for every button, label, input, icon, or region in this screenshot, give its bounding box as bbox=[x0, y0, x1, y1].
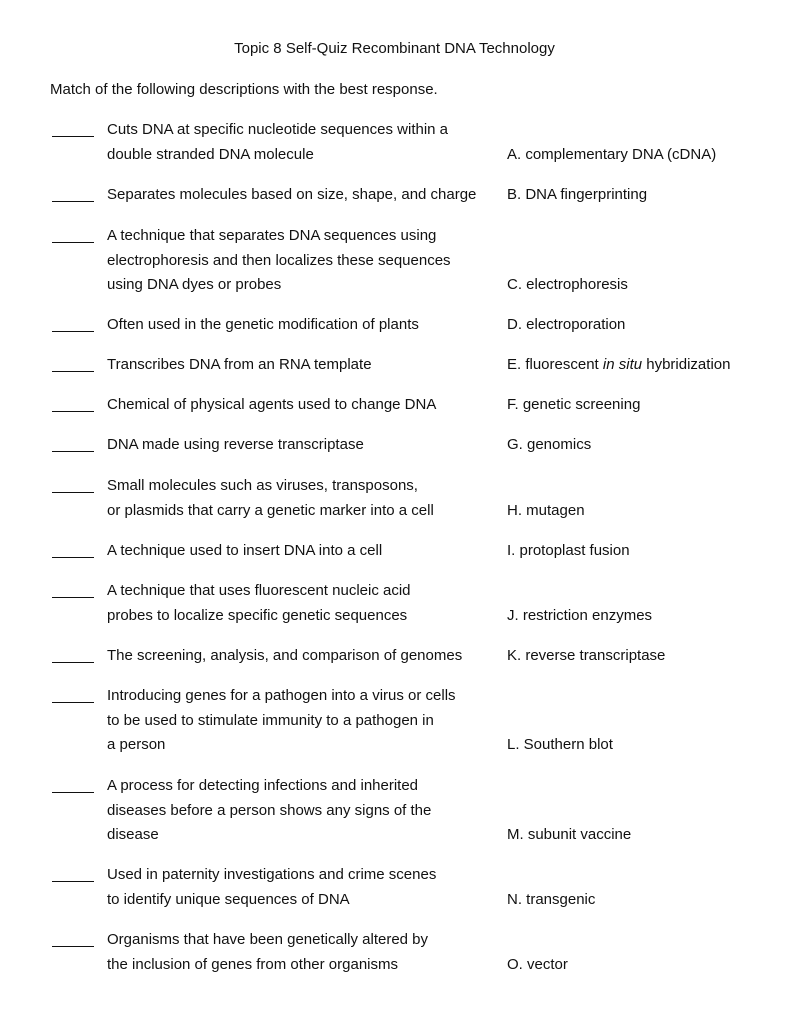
description-text: A technique that separates DNA sequences using electrophoresis and then localizes these sequences using DNA dyes or probes bbox=[107, 227, 451, 293]
answer-blank[interactable] bbox=[52, 881, 94, 882]
description-text: DNA made using reverse transcriptase bbox=[107, 436, 364, 453]
answer-option: H. mutagen bbox=[507, 501, 585, 519]
description-text: The screening, analysis, and comparison of genomes bbox=[107, 647, 463, 664]
answer-blank[interactable] bbox=[52, 331, 94, 332]
answer-option: J. restriction enzymes bbox=[507, 606, 653, 624]
description-text: Introducing genes for a pathogen into a virus or cells to be used to stimulate immunity to a pathogen in a person bbox=[107, 687, 456, 753]
answer-blank[interactable] bbox=[52, 136, 94, 137]
description-text: Small molecules such as viruses, transposons, or plasmids that carry a genetic marker into a cell bbox=[107, 477, 434, 519]
answer-option: D. electroporation bbox=[507, 316, 626, 333]
description-text: Chemical of physical agents used to change DNA bbox=[107, 396, 437, 413]
answer-blank[interactable] bbox=[52, 242, 94, 243]
description-text: Separates molecules based on size, shape, and charge bbox=[107, 186, 477, 203]
page-title: Topic 8 Self-Quiz Recombinant DNA Technology bbox=[234, 40, 555, 57]
answer-option: G. genomics bbox=[507, 436, 592, 453]
answer-option bbox=[507, 353, 777, 378]
answer-blank[interactable] bbox=[52, 557, 94, 558]
answer-blank[interactable] bbox=[52, 662, 94, 663]
description-text: Often used in the genetic modification of plants bbox=[107, 316, 419, 333]
description-text: A technique that uses fluorescent nucleic acid probes to localize specific genetic sequences bbox=[107, 582, 411, 624]
answer-blank[interactable] bbox=[52, 201, 94, 202]
answer-option: B. DNA fingerprinting bbox=[507, 186, 648, 203]
answer-option: C. electrophoresis bbox=[507, 276, 628, 293]
description-text: Used in paternity investigations and crime scenes to identify unique sequences of DNA bbox=[107, 866, 437, 908]
answer-option: M. subunit vaccine bbox=[507, 826, 632, 843]
answer-blank[interactable] bbox=[52, 597, 94, 598]
answer-option-prefix: E. fluorescent bbox=[507, 356, 603, 373]
answer-option: N. transgenic bbox=[507, 890, 596, 908]
answer-option: K. reverse transcriptase bbox=[507, 647, 666, 664]
instructions: Match of the following descriptions with the best response. bbox=[50, 81, 438, 98]
answer-blank[interactable] bbox=[52, 946, 94, 947]
answer-option: F. genetic screening bbox=[507, 396, 641, 413]
answer-blank[interactable] bbox=[52, 792, 94, 793]
description-text: A technique used to insert DNA into a cell bbox=[107, 542, 383, 559]
answer-blank[interactable] bbox=[52, 451, 94, 452]
description-text: A process for detecting infections and inherited diseases before a person shows any signs of the disease bbox=[107, 777, 432, 843]
description-text: Cuts DNA at specific nucleotide sequences within a double stranded DNA molecule bbox=[107, 121, 449, 163]
answer-option-italic: in situ bbox=[602, 356, 643, 373]
answer-option: O. vector bbox=[507, 955, 568, 973]
answer-blank[interactable] bbox=[52, 492, 94, 493]
answer-blank[interactable] bbox=[52, 702, 94, 703]
description-text: Transcribes DNA from an RNA template bbox=[107, 356, 372, 373]
answer-option: I. protoplast fusion bbox=[507, 542, 630, 559]
answer-option-suffix: hybridization bbox=[642, 356, 731, 373]
answer-option: A. complementary DNA (cDNA) bbox=[507, 145, 717, 163]
description-text: Organisms that have been genetically altered by the inclusion of genes from other organisms bbox=[107, 931, 429, 973]
answer-blank[interactable] bbox=[52, 411, 94, 412]
answer-option: L. Southern blot bbox=[507, 736, 613, 753]
answer-blank[interactable] bbox=[52, 371, 94, 372]
